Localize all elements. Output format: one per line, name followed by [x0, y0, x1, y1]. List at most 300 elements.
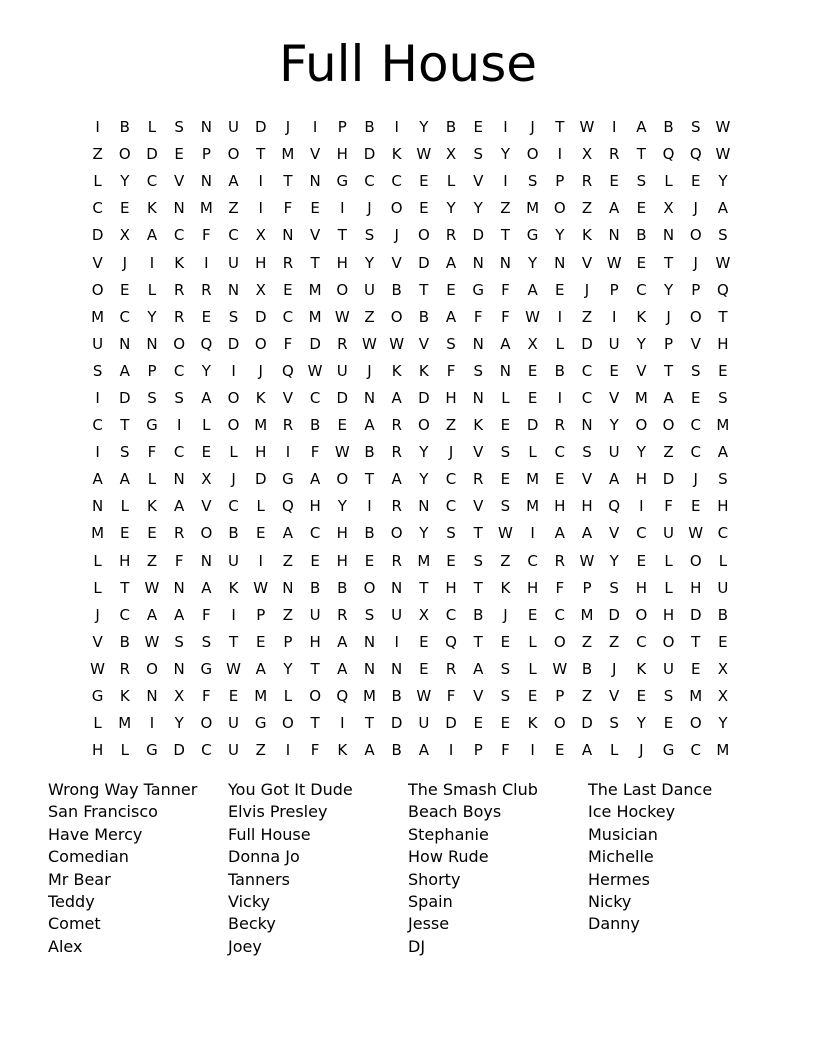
grid-letter: H [717, 497, 729, 516]
grid-letter: E [419, 199, 429, 218]
grid-letter: I [176, 416, 182, 435]
grid-letter: Y [636, 334, 646, 353]
grid-letter: R [391, 443, 402, 462]
grid-letter: T [228, 632, 239, 651]
grid-letter: O [635, 605, 648, 624]
grid-letter: C [636, 280, 647, 299]
grid-letter: X [717, 659, 729, 678]
grid-letter: L [555, 334, 564, 353]
grid-letter: O [689, 551, 702, 570]
grid-letter: T [310, 659, 320, 678]
grid-letter: M [91, 524, 105, 543]
grid-letter: D [526, 416, 539, 435]
grid-letter: N [282, 226, 294, 245]
grid-letter: E [446, 551, 456, 570]
grid-letter: E [527, 388, 538, 407]
grid-letter: W [606, 253, 622, 272]
grid-letter: F [202, 687, 211, 706]
grid-letter: E [690, 659, 701, 678]
grid-letter: S [174, 118, 184, 137]
grid-letter: R [282, 253, 294, 272]
grid-letter: G [146, 741, 158, 760]
grid-letter: W [416, 687, 432, 706]
grid-letter: V [282, 388, 294, 407]
grid-letter: C [690, 443, 701, 462]
grid-letter: M [526, 497, 540, 516]
grid-letter: T [718, 307, 728, 326]
grid-letter: L [283, 687, 293, 706]
grid-letter: S [473, 551, 483, 570]
grid-letter: I [95, 118, 100, 137]
grid-letter: T [337, 226, 347, 245]
grid-letter: C [309, 524, 321, 543]
grid-letter: Z [500, 551, 511, 570]
grid-letter: I [394, 632, 399, 651]
grid-letter: H [336, 551, 348, 570]
grid-letter: E [555, 470, 565, 489]
grid-letter: M [716, 741, 730, 760]
grid-letter: C [554, 605, 566, 624]
grid-letter: P [691, 280, 701, 299]
grid-letter: M [308, 280, 322, 299]
grid-letter: A [609, 199, 620, 218]
grid-letter: A [282, 524, 294, 543]
grid-letter: B [554, 361, 565, 380]
grid-letter: T [364, 470, 375, 489]
grid-letter: A [337, 632, 348, 651]
grid-letter: L [120, 497, 129, 516]
grid-letter: Y [419, 524, 429, 543]
grid-letter: L [528, 632, 537, 651]
word-item: Mr Bear [48, 869, 111, 889]
grid-letter: Q [717, 280, 729, 299]
grid-row [84, 249, 737, 276]
grid-letter: K [228, 578, 239, 597]
grid-letter: S [718, 470, 728, 489]
grid-letter: V [636, 361, 647, 380]
grid-letter: M [580, 605, 594, 624]
grid-letter: V [473, 172, 484, 191]
grid-letter: Y [337, 497, 347, 516]
grid-letter: G [200, 659, 213, 678]
grid-letter: W [579, 118, 595, 137]
word-item: San Francisco [48, 802, 158, 822]
grid-letter: S [174, 632, 184, 651]
grid-letter: C [445, 497, 457, 516]
grid-letter: Y [718, 172, 728, 191]
grid-letter: D [445, 714, 457, 733]
grid-letter: V [473, 443, 484, 462]
grid-letter: T [473, 632, 483, 651]
grid-letter: N [173, 659, 185, 678]
grid-row [84, 656, 737, 683]
grid-letter: L [93, 714, 102, 733]
grid-letter: M [526, 470, 540, 489]
grid-letter: Y [364, 253, 375, 272]
grid-letter: N [91, 497, 104, 516]
grid-row [84, 114, 737, 141]
grid-letter: A [92, 470, 103, 489]
grid-letter: R [391, 497, 402, 516]
grid-letter: E [419, 659, 429, 678]
grid-letter: B [119, 632, 130, 651]
word-column [228, 779, 408, 958]
grid-letter: Y [120, 172, 130, 191]
grid-letter: H [309, 632, 321, 651]
grid-letter: C [146, 172, 158, 191]
word-item: The Smash Club [408, 780, 538, 799]
grid-letter: H [336, 253, 348, 272]
grid-letter: N [173, 470, 185, 489]
grid-letter: W [90, 659, 106, 678]
grid-letter: S [609, 714, 619, 733]
grid-letter: S [582, 443, 592, 462]
word-item: Spain [408, 892, 453, 912]
grid-letter: L [147, 118, 157, 137]
grid-letter: N [173, 578, 185, 597]
grid-letter: S [446, 524, 456, 543]
grid-letter: T [419, 578, 429, 597]
grid-letter: H [255, 443, 267, 462]
grid-letter: B [391, 280, 402, 299]
grid-letter: W [253, 578, 269, 597]
grid-letter: F [202, 226, 211, 245]
grid-letter: J [258, 361, 263, 380]
grid-letter: A [364, 741, 375, 760]
grid-letter: U [663, 659, 675, 678]
grid-letter: Y [201, 361, 211, 380]
word-item: How Rude [408, 847, 489, 867]
grid-letter: O [227, 416, 240, 435]
grid-letter: W [144, 632, 160, 651]
grid-letter: P [555, 172, 565, 191]
grid-letter: E [609, 172, 619, 191]
grid-letter: E [283, 280, 293, 299]
grid-letter: B [309, 578, 321, 597]
grid-letter: J [611, 659, 617, 678]
grid-letter: M [254, 416, 268, 435]
grid-letter: Z [445, 416, 457, 435]
grid-letter: S [690, 361, 701, 380]
grid-letter: F [283, 199, 293, 218]
grid-letter: E [500, 714, 511, 733]
grid-letter: U [418, 714, 430, 733]
word-item: Stephanie [408, 824, 489, 844]
grid-letter: E [555, 280, 565, 299]
grid-letter: K [473, 416, 484, 435]
grid-letter: N [608, 226, 620, 245]
grid-letter: A [201, 578, 212, 597]
grid-letter: T [663, 361, 674, 380]
grid-letter: Z [581, 632, 593, 651]
grid-letter: E [609, 361, 619, 380]
grid-letter: E [473, 714, 483, 733]
grid-letter: V [174, 172, 185, 191]
grid-letter: R [282, 416, 294, 435]
grid-letter: N [282, 578, 294, 597]
grid-letter: X [527, 334, 538, 353]
grid-letter: C [581, 388, 593, 407]
grid-letter: W [389, 334, 405, 353]
grid-letter: M [417, 551, 431, 570]
word-item: Donna Jo [228, 847, 300, 867]
grid-letter: S [147, 388, 157, 407]
grid-letter: W [226, 659, 241, 678]
grid-letter: O [363, 578, 376, 597]
grid-letter: N [499, 361, 512, 380]
grid-letter: I [611, 307, 617, 326]
grid-letter: O [689, 714, 702, 733]
grid-letter: M [526, 199, 540, 218]
grid-letter: R [173, 280, 185, 299]
grid-letter: D [418, 388, 430, 407]
grid-letter: J [639, 741, 644, 760]
grid-row [84, 439, 737, 466]
grid-letter: Q [282, 361, 294, 380]
grid-letter: B [337, 578, 348, 597]
word-item: Teddy [48, 892, 95, 912]
grid-letter: O [282, 714, 294, 733]
grid-letter: T [310, 253, 320, 272]
grid-letter: U [228, 741, 240, 760]
grid-letter: A [445, 307, 457, 326]
grid-letter: W [362, 334, 377, 353]
grid-letter: C [636, 524, 647, 543]
grid-letter: F [310, 443, 320, 462]
grid-letter: R [337, 334, 348, 353]
grid-letter: X [174, 687, 185, 706]
grid-letter: N [472, 253, 484, 272]
grid-letter: G [91, 687, 104, 706]
grid-letter: P [609, 280, 619, 299]
grid-letter: T [691, 632, 701, 651]
grid-letter: H [662, 605, 675, 624]
grid-letter: Y [283, 659, 293, 678]
grid-letter: Q [336, 687, 349, 706]
grid-letter: D [146, 145, 158, 164]
grid-letter: R [608, 145, 620, 164]
grid-letter: A [309, 470, 321, 489]
word-item: Nicky [588, 892, 632, 912]
grid-letter: C [201, 741, 212, 760]
grid-letter: C [636, 632, 647, 651]
grid-letter: H [526, 578, 539, 597]
grid-letter: O [662, 416, 675, 435]
grid-letter: C [690, 741, 701, 760]
grid-letter: S [473, 361, 483, 380]
grid-letter: R [445, 226, 457, 245]
grid-letter: R [581, 172, 593, 191]
grid-letter: C [92, 416, 103, 435]
grid-letter: D [91, 226, 104, 245]
word-item: Vicky [228, 892, 270, 912]
grid-letter: K [119, 687, 130, 706]
grid-letter: N [499, 253, 512, 272]
grid-letter: K [636, 307, 647, 326]
grid-letter: D [173, 741, 185, 760]
grid-letter: N [200, 118, 212, 137]
grid-letter: S [364, 605, 375, 624]
word-item: Joey [228, 936, 262, 956]
grid-letter: I [149, 253, 155, 272]
grid-letter: B [581, 659, 593, 678]
grid-letter: Y [419, 118, 429, 137]
grid-letter: A [228, 172, 239, 191]
grid-letter: X [418, 605, 429, 624]
grid-letter: I [611, 118, 617, 137]
grid-letter: B [636, 226, 647, 245]
grid-letter: P [147, 361, 157, 380]
grid-row [84, 412, 737, 439]
grid-letter: L [609, 741, 619, 760]
grid-letter: E [527, 605, 538, 624]
grid-letter: W [579, 551, 595, 570]
word-item: Elvis Presley [228, 802, 328, 822]
grid-row [84, 195, 737, 222]
grid-letter: J [693, 253, 698, 272]
grid-letter: J [693, 470, 698, 489]
grid-letter: I [448, 741, 454, 760]
grid-letter: C [119, 605, 131, 624]
grid-letter: C [391, 172, 402, 191]
grid-letter: B [119, 118, 130, 137]
grid-letter: Z [663, 443, 674, 462]
grid-letter: S [527, 172, 538, 191]
grid-letter: H [717, 334, 729, 353]
grid-letter: A [581, 524, 593, 543]
grid-letter: T [555, 118, 565, 137]
grid-letter: S [609, 578, 619, 597]
grid-letter: N [581, 416, 593, 435]
grid-letter: W [144, 578, 160, 597]
grid-letter: A [391, 388, 402, 407]
grid-letter: J [448, 443, 454, 462]
grid-letter: F [446, 361, 456, 380]
grid-letter: D [472, 226, 484, 245]
grid-letter: M [308, 307, 322, 326]
grid-letter: N [391, 659, 403, 678]
grid-letter: O [417, 416, 430, 435]
grid-letter: E [310, 551, 320, 570]
grid-letter: A [364, 416, 375, 435]
word-item: Michelle [588, 847, 654, 867]
grid-row [84, 168, 737, 195]
grid-letter: Y [419, 470, 429, 489]
grid-letter: C [309, 388, 321, 407]
grid-letter: D [119, 388, 131, 407]
grid-letter: Z [282, 605, 294, 624]
page-title: Full House [278, 35, 538, 93]
grid-letter: N [472, 388, 484, 407]
grid-letter: D [390, 714, 403, 733]
grid-letter: S [718, 226, 728, 245]
grid-letter: C [228, 497, 239, 516]
grid-letter: Z [581, 307, 593, 326]
grid-letter: C [282, 307, 294, 326]
grid-letter: T [120, 578, 130, 597]
grid-letter: E [255, 524, 266, 543]
grid-letter: W [334, 307, 350, 326]
grid-letter: I [231, 361, 236, 380]
word-item: Jesse [408, 914, 450, 934]
grid-letter: N [146, 687, 158, 706]
word-item: Becky [228, 914, 276, 934]
grid-letter: I [639, 497, 644, 516]
grid-row [84, 710, 737, 737]
grid-letter: W [688, 524, 704, 543]
grid-row [84, 385, 737, 412]
grid-letter: N [146, 334, 158, 353]
grid-letter: I [285, 443, 291, 462]
grid-letter: S [500, 659, 511, 678]
word-item: Danny [588, 914, 640, 934]
grid-letter: L [528, 659, 537, 678]
grid-letter: M [118, 714, 132, 733]
grid-letter: R [119, 659, 130, 678]
grid-letter: N [554, 253, 566, 272]
grid-letter: L [664, 172, 673, 191]
grid-letter: M [254, 687, 268, 706]
grid-letter: C [92, 199, 103, 218]
grid-letter: T [419, 280, 429, 299]
grid-letter: U [336, 361, 348, 380]
grid-letter: C [527, 551, 538, 570]
grid-letter: I [312, 118, 318, 137]
word-column [408, 779, 588, 958]
grid-letter: H [690, 578, 702, 597]
grid-letter: L [147, 280, 157, 299]
grid-letter: B [364, 443, 375, 462]
grid-letter: E [310, 199, 320, 218]
grid-letter: P [473, 741, 483, 760]
grid-letter: B [717, 605, 729, 624]
grid-letter: O [553, 199, 566, 218]
grid-letter: K [418, 361, 429, 380]
grid-letter: T [310, 714, 320, 733]
grid-letter: E [690, 497, 701, 516]
grid-letter: O [173, 334, 186, 353]
grid-letter: A [174, 605, 185, 624]
grid-letter: E [473, 118, 483, 137]
grid-letter: F [283, 334, 293, 353]
grid-letter: V [473, 497, 484, 516]
grid-letter: R [337, 605, 348, 624]
grid-letter: M [362, 687, 376, 706]
word-item: Comedian [48, 847, 129, 867]
grid-letter: N [391, 578, 403, 597]
grid-letter: V [201, 497, 212, 516]
grid-letter: P [582, 578, 592, 597]
grid-letter: Z [364, 307, 375, 326]
grid-letter: K [337, 741, 348, 760]
grid-letter: L [202, 416, 211, 435]
grid-letter: Y [609, 551, 619, 570]
grid-letter: A [609, 470, 620, 489]
grid-letter: O [390, 524, 403, 543]
grid-letter: Y [636, 714, 646, 733]
grid-letter: Y [718, 714, 728, 733]
grid-letter: D [309, 334, 321, 353]
grid-letter: A [337, 659, 348, 678]
grid-letter: V [309, 145, 321, 164]
grid-letter: F [664, 497, 673, 516]
grid-letter: E [636, 687, 647, 706]
grid-letter: H [635, 470, 647, 489]
grid-letter: C [173, 226, 185, 245]
grid-letter: I [503, 118, 508, 137]
grid-letter: F [202, 605, 211, 624]
grid-letter: O [336, 280, 349, 299]
